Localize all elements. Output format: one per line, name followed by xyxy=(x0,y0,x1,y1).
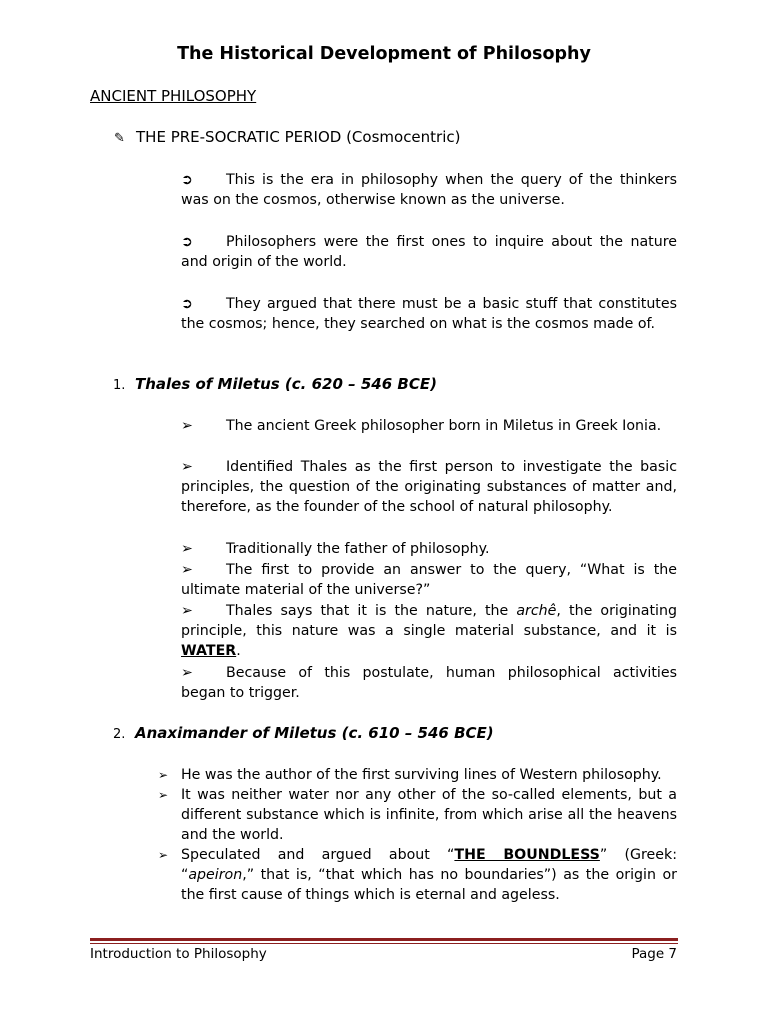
thales-point xyxy=(181,539,677,559)
thales-heading xyxy=(113,375,437,393)
bullet-icon: ➢ xyxy=(158,788,169,802)
thales-point xyxy=(181,457,677,517)
list-number: 1. xyxy=(113,378,126,393)
bullet-icon: ➢ xyxy=(181,459,193,475)
list-item xyxy=(158,765,677,785)
thales-point xyxy=(181,663,677,703)
point-text-post: . xyxy=(236,643,241,659)
anaximander-heading xyxy=(113,724,494,742)
period-heading xyxy=(114,128,461,146)
heading-text: Anaximander of Miletus (c. 610 – 546 BCE) xyxy=(135,724,494,742)
bullet-icon: ➢ xyxy=(181,665,193,681)
point-text: The ancient Greek philosopher born in Miletus in Greek Ionia. xyxy=(226,418,662,434)
pencil-icon: ✎ xyxy=(114,131,125,146)
thales-point xyxy=(181,601,677,661)
point-text: Because of this postulate, human philosophical activities began to trigger. xyxy=(181,665,677,701)
point-text xyxy=(181,845,677,905)
boundless-term: THE BOUNDLESS xyxy=(454,847,600,863)
document-title: The Historical Development of Philosophy xyxy=(177,44,591,64)
thales-point xyxy=(181,416,677,436)
point-text: Identified Thales as the first person to investigate the basic principles, the question of the originating substances of matter and, therefore, as the founder of the school of natural philosophy. xyxy=(181,459,677,515)
archê-term: archê xyxy=(516,603,557,619)
apeiron-term: apeiron xyxy=(188,867,243,883)
heading-text: Thales of Miletus (c. 620 – 546 BCE) xyxy=(135,375,437,393)
section-heading: ANCIENT PHILOSOPHY xyxy=(90,87,257,105)
arrow-icon: ➲ xyxy=(181,172,193,188)
arrow-icon: ➲ xyxy=(181,234,193,250)
point-text-mid: , the originating principle, this nature was a single material substance, and it is xyxy=(181,603,677,639)
point-text-post: ,” that is, “that which has no boundaries”) as the origin or the first cause of things which is eternal and ageless. xyxy=(181,867,677,903)
point-text: Traditionally the father of philosophy. xyxy=(226,541,490,557)
paragraph-text: This is the era in philosophy when the query of the thinkers was on the cosmos, otherwise known as the universe. xyxy=(181,172,677,208)
period-paragraph xyxy=(181,232,677,272)
list-item xyxy=(158,785,677,845)
list-number: 2. xyxy=(113,727,126,742)
footer-course-title: Introduction to Philosophy xyxy=(90,946,267,962)
point-text: The first to provide an answer to the query, “What is the ultimate material of the universe?” xyxy=(181,562,677,598)
bullet-icon: ➢ xyxy=(181,603,193,619)
period-paragraph xyxy=(181,294,677,334)
paragraph-text: Philosophers were the first ones to inquire about the nature and origin of the world. xyxy=(181,234,677,270)
list-item xyxy=(158,845,677,905)
period-paragraph xyxy=(181,170,677,210)
paragraph-text: They argued that there must be a basic stuff that constitutes the cosmos; hence, they searched on what is the cosmos made of. xyxy=(181,296,677,332)
thales-point xyxy=(181,560,677,600)
arrow-icon: ➲ xyxy=(181,296,193,312)
bullet-icon: ➢ xyxy=(158,768,169,782)
footer-page-number: Page 7 xyxy=(631,946,677,962)
footer-rule xyxy=(90,938,678,941)
point-text-pre: Thales says that it is the nature, the xyxy=(226,603,517,619)
point-text: It was neither water nor any other of the so-called elements, but a different substance which is infinite, from which arise all the heavens and the world. xyxy=(181,787,677,843)
water-term: WATER xyxy=(181,643,237,659)
bullet-icon: ➢ xyxy=(181,562,193,578)
point-text-pre: Speculated and argued about “ xyxy=(181,847,455,863)
point-text: He was the author of the first surviving lines of Western philosophy. xyxy=(181,767,662,783)
point-text-mid: ” (Greek: “ xyxy=(181,847,677,883)
bullet-icon: ➢ xyxy=(158,848,169,862)
period-label: THE PRE-SOCRATIC PERIOD (Cosmocentric) xyxy=(136,128,461,146)
bullet-icon: ➢ xyxy=(181,541,193,557)
anaximander-list xyxy=(158,765,677,905)
footer-rule-thin xyxy=(90,943,678,944)
bullet-icon: ➢ xyxy=(181,418,193,434)
